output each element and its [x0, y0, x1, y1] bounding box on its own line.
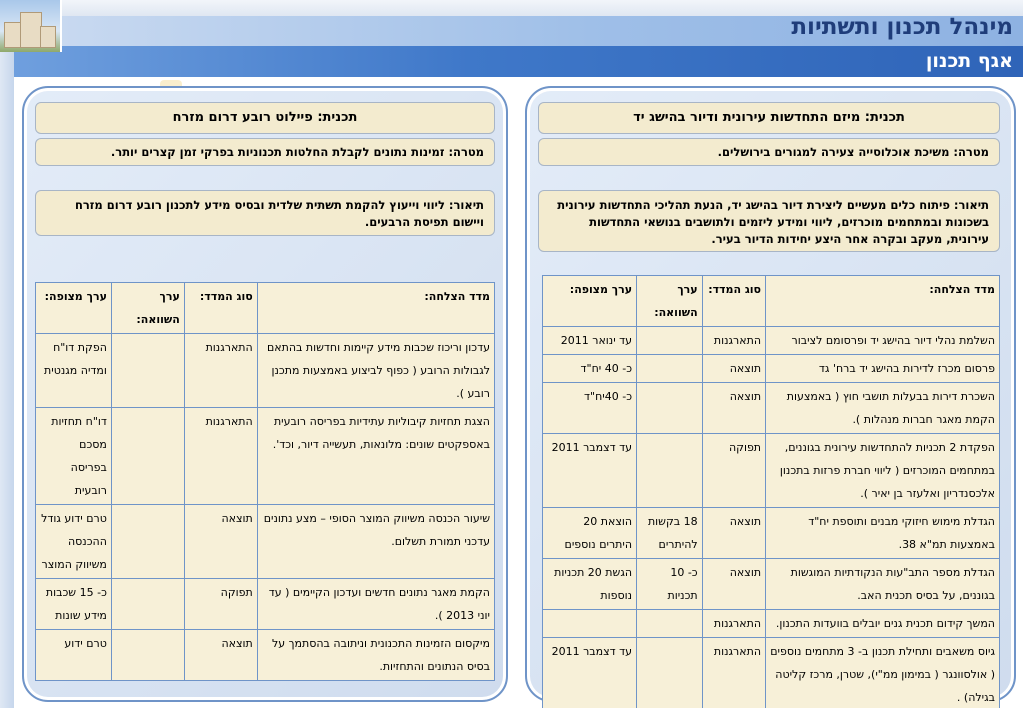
table-cell: עד דצמבר 2011 [543, 638, 637, 708]
table-cell [111, 505, 184, 579]
right-plan-title: תכנית: מיזם התחדשות עירונית ודיור בהישג יד [538, 102, 1000, 134]
table-cell: גיוס משאבים ותחילת תכנון ב- 3 מתחמים נוספים ( אולסוונגר ( במימון ממ"י), שטרן, מרכז קליטה בגילה) . [766, 638, 1000, 708]
table-cell [637, 383, 703, 434]
table-cell: פרסום מכרז לדירות בהישג יד ברח' גד [766, 355, 1000, 383]
table-cell [637, 434, 703, 508]
table-cell: השכרת דירות בבעלות תושבי חוץ ( באמצעות הקמת מאגר חברות מנהלות ). [766, 383, 1000, 434]
table-cell: מיקסום הזמינות התכנונית וניתובה בהסתמך על בסיס הנתונים והתחזיות. [257, 630, 494, 681]
right-metrics-table [542, 275, 1000, 708]
table-cell: התארגנות [184, 334, 257, 408]
page-subtitle: אגף תכנון [925, 50, 1013, 72]
table-cell: המשך קידום תכנית גנים יובלים בוועדות התכנון. [766, 610, 1000, 638]
table-cell: תוצאה [184, 505, 257, 579]
table-row [543, 508, 1000, 559]
table-cell: תוצאה [702, 355, 765, 383]
header-cell: ערך מצופה: [543, 276, 637, 327]
buildings-logo-image [0, 0, 62, 52]
left-plan-goal: מטרה: זמינות נתונים לקבלת החלטות תכנוניות בפרקי זמן קצרים יותר. [35, 138, 495, 166]
table-cell: תוצאה [702, 383, 765, 434]
left-metrics-table [35, 282, 495, 681]
header-cell: ערך השוואה: [111, 283, 184, 334]
table-cell: הגדלת מימוש חיזוקי מבנים ותוספת יח"ד באמצעות תמ"א 38. [766, 508, 1000, 559]
table-row [543, 327, 1000, 355]
table-row [36, 505, 495, 579]
table-row [543, 383, 1000, 434]
table-cell: התארגנות [702, 638, 765, 708]
table-cell [111, 334, 184, 408]
table-cell [637, 327, 703, 355]
left-plan-description: תיאור: ליווי וייעוץ להקמת תשתית שלדית ובסיס מידע לתכנון רובע דרום מזרח ויישום תפיסת הרבעים. [35, 190, 495, 236]
table-cell: תפוקה [184, 579, 257, 630]
header-cell: סוג המדד: [702, 276, 765, 327]
table-cell: תוצאה [184, 630, 257, 681]
table-cell: כ- 40 יח"ד [543, 355, 637, 383]
right-plan-goal: מטרה: משיכת אוכלוסייה צעירה למגורים בירושלים. [538, 138, 1000, 166]
table-cell: טרם ידוע [36, 630, 112, 681]
table-row [36, 334, 495, 408]
table-cell [637, 355, 703, 383]
table-row [543, 559, 1000, 610]
table-row [543, 610, 1000, 638]
table-cell: עד דצמבר 2011 [543, 434, 637, 508]
subtitle-bar [14, 46, 1023, 77]
table-cell: הוצאת 20 היתרים נוספים [543, 508, 637, 559]
header-cell: ערך מצופה: [36, 283, 112, 334]
table-row [36, 579, 495, 630]
header-cell: סוג המדד: [184, 283, 257, 334]
table-cell [637, 610, 703, 638]
left-plan-title: תכנית: פיילוט רובע דרום מזרח [35, 102, 495, 134]
right-plan-description: תיאור: פיתוח כלים מעשיים ליצירת דיור בהישג יד, הנעת תהליכי התחדשות עירונית בשכונות ובמתחמים מוכרזים, ליווי ומידע ליזמים ולתושבים בנושאי התחדשות עירונית, מעקב ובקרה אחר היצע יחידות הדיור בעיר. [538, 190, 1000, 252]
table-cell: תוצאה [702, 508, 765, 559]
left-strip [0, 16, 14, 708]
table-cell: התארגנות [702, 610, 765, 638]
table-cell [111, 630, 184, 681]
table-row [543, 638, 1000, 708]
table-cell: הגדלת מספר התב"עות הנקודתיות המוגשות בגוננים, על בסיס תכנית האב. [766, 559, 1000, 610]
table-cell: דו"ח תחזיות מסכם בפריסה רובעית [36, 408, 112, 505]
table-cell: התארגנות [702, 327, 765, 355]
table-cell: השלמת נהלי דיור בהישג יד ופרסומם לציבור [766, 327, 1000, 355]
table-cell: הצגת תחזיות קיבוליות עתידיות בפריסה רובעית באספקטים שונים: מלונאות, תעשייה דיור, וכד'. [257, 408, 494, 505]
table-cell: הקמת מאגר נתונים חדשים ועדכון הקיימים ( עד יוני 2013 ). [257, 579, 494, 630]
page-title: מינהל תכנון ותשתיות [791, 14, 1013, 40]
table-cell: עד ינואר 2011 [543, 327, 637, 355]
table-cell: עדכון וריכוז שכבות מידע קיימות וחדשות בהתאם לגבולות הרובע ( כפוף לביצוע באמצעות מתכנן רובע ). [257, 334, 494, 408]
table-cell: תוצאה [702, 559, 765, 610]
table-cell: 18 בקשות להיתרים [637, 508, 703, 559]
table-header-row [543, 276, 1000, 327]
table-cell: כ- 10 תכניות [637, 559, 703, 610]
header-cell: מדד הצלחה: [766, 276, 1000, 327]
table-cell: הגשת 20 תכניות נוספות [543, 559, 637, 610]
table-row [543, 434, 1000, 508]
table-header-row [36, 283, 495, 334]
header-cell: ערך השוואה: [637, 276, 703, 327]
table-cell: שיעור הכנסה משיווק המוצר הסופי – מצע נתונים עדכני תמורת תשלום. [257, 505, 494, 579]
table-cell [111, 579, 184, 630]
table-cell [111, 408, 184, 505]
table-cell: טרם ידוע גודל ההכנסה משיווק המוצר [36, 505, 112, 579]
table-cell: הפקת דו"ח ומדיה מגנטית [36, 334, 112, 408]
table-cell [543, 610, 637, 638]
table-cell: התארגנות [184, 408, 257, 505]
table-cell: כ- 40יח"ד [543, 383, 637, 434]
table-cell: הפקדת 2 תכניות להתחדשות עירונית בגוננים, במתחמים המוכרזים ( ליווי חברת פרזות בתכנון אלכסנדריון ואלעזר בן יאיר ). [766, 434, 1000, 508]
header-cell: מדד הצלחה: [257, 283, 494, 334]
table-row [36, 408, 495, 505]
table-cell [637, 638, 703, 708]
table-cell: כ- 15 שכבות מידע שונות [36, 579, 112, 630]
table-row [543, 355, 1000, 383]
table-cell: תפוקה [702, 434, 765, 508]
table-row [36, 630, 495, 681]
